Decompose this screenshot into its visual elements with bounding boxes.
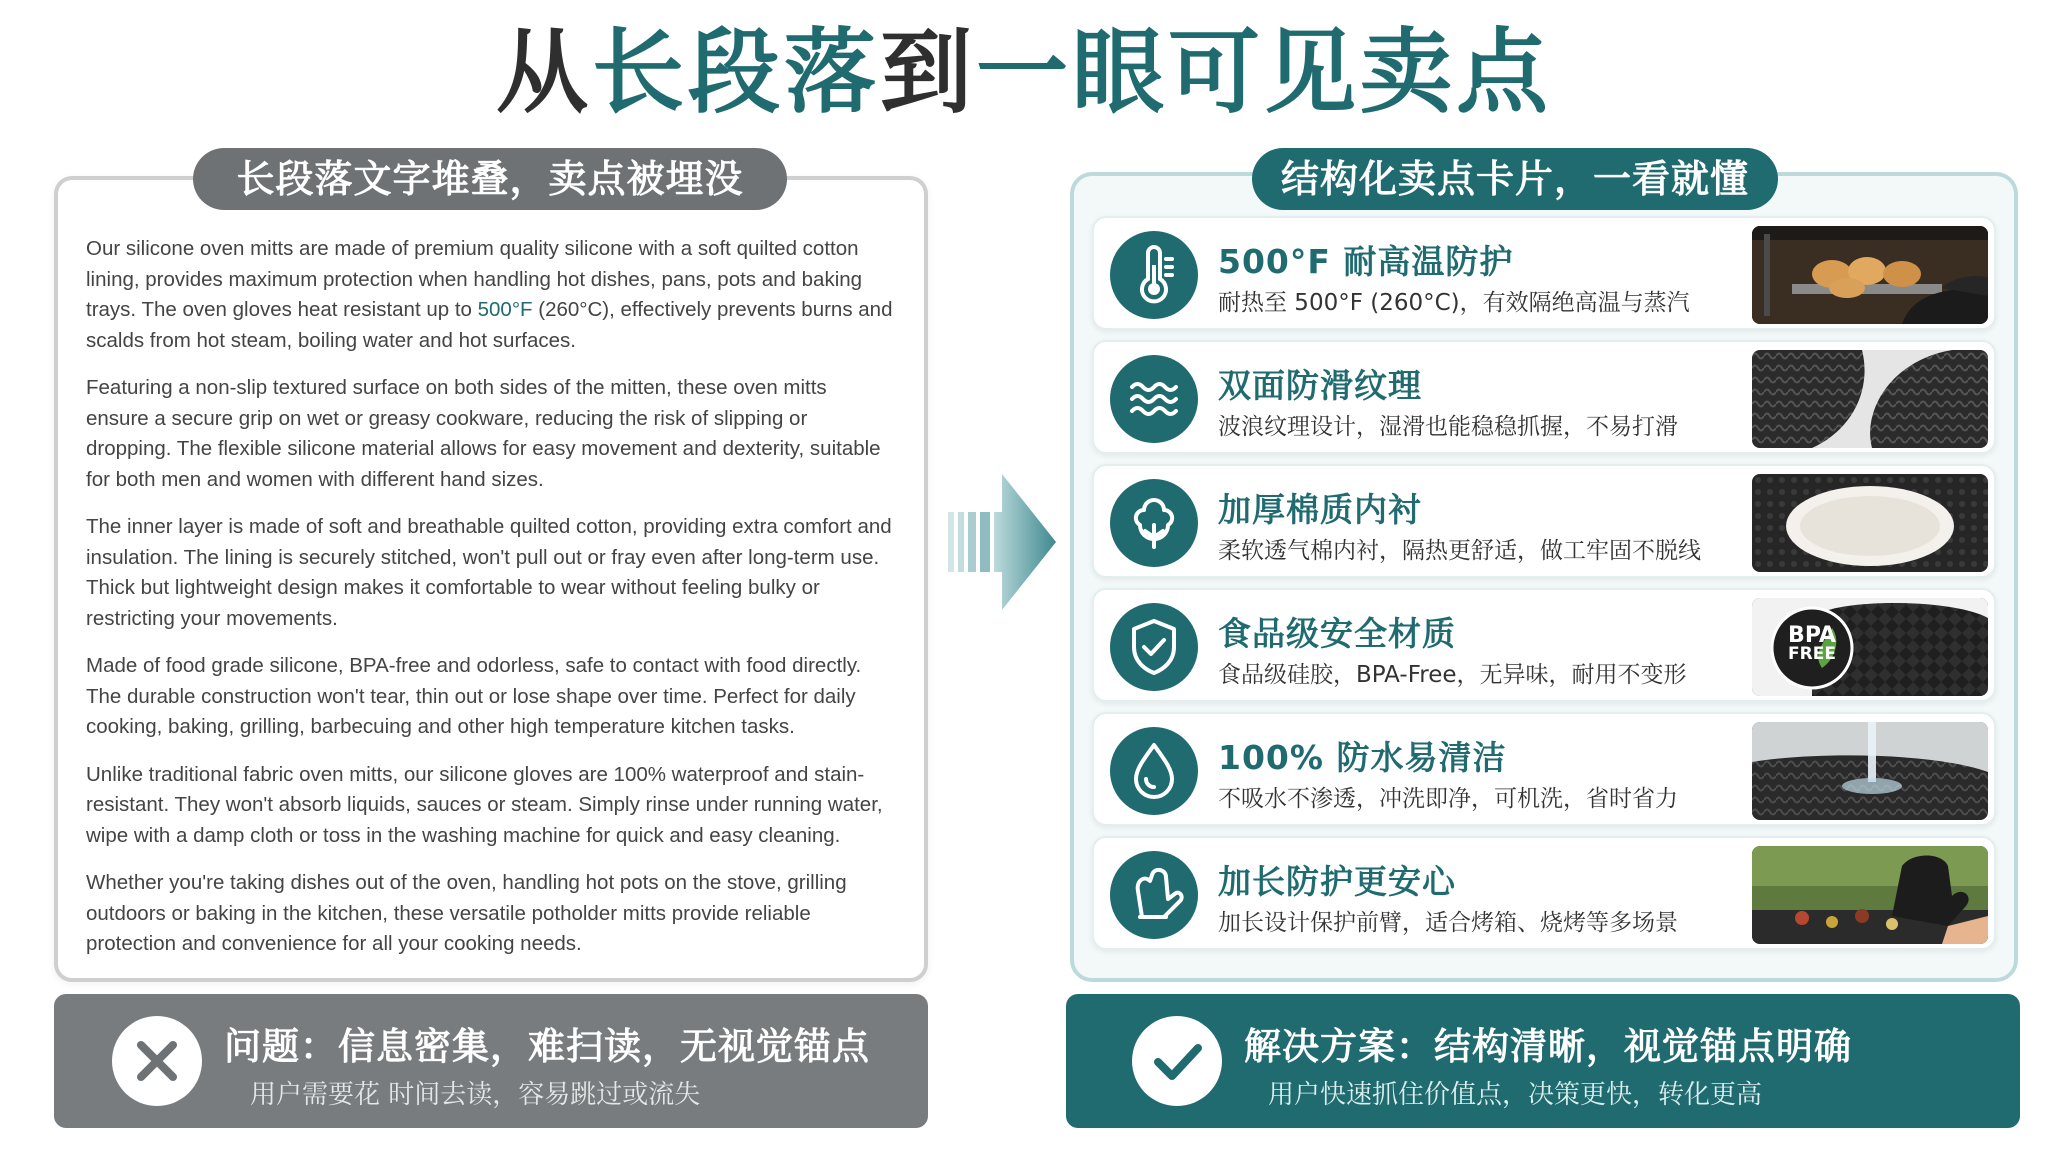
highlight-500f: 500°F <box>477 298 533 321</box>
textured-silicone-photo <box>1752 350 1988 448</box>
card-desc: 耐热至 500°F (260°C)，有效隔绝高温与蒸汽 <box>1218 290 1690 316</box>
card-title: 食品级安全材质 <box>1218 614 1456 653</box>
oven-mitt-icon <box>1110 851 1198 939</box>
card-title: 100% 防水易清洁 <box>1218 738 1507 777</box>
paragraph-5: Unlike traditional fabric oven mitts, our silicone gloves are 100% waterproof and stain-resistant. They won't absorb liquids, sauces or steam. Simply rinse under running water, wipe with a damp cloth or toss in the washing machine for quick and easy cleaning. <box>86 762 883 847</box>
paragraph-2: Featuring a non-slip textured surface on both sides of the mitten, these oven mitts ensure a secure grip on wet or greasy cookware, reducing the risk of slipping or dropping. The flexible silicone material allows for easy movement and dexterity, suitable for both men and women with different hand sizes. <box>86 376 881 491</box>
feature-card-non-slip <box>1092 340 1996 454</box>
card-desc: 食品级硅胶，BPA-Free，无异味，耐用不变形 <box>1218 662 1687 688</box>
rinsing-water-photo <box>1752 722 1988 820</box>
paragraph-1: Our silicone oven mitts are made of premium quality silicone with a soft quilted cotton lining, provides maximum protection when handling hot dishes, pans, pots and baking trays. The oven gloves heat resistant up to 500°F (260°C), effectively prevents burns and scalds from hot steam, boiling water and hot surfaces. <box>86 237 893 352</box>
left-panel-header: 长段落文字堆叠，卖点被埋没 <box>193 148 787 210</box>
feature-card-food-grade <box>1092 588 1996 702</box>
water-drop-icon <box>1110 727 1198 815</box>
problem-subtitle: 用户需要花 时间去读，容易跳过或流失 <box>250 1080 701 1110</box>
waves-icon <box>1110 355 1198 443</box>
card-desc: 柔软透气棉内衬，隔热更舒适，做工牢固不脱线 <box>1218 538 1701 564</box>
long-paragraph-text <box>86 234 894 977</box>
bbq-grilling-photo <box>1752 846 1988 944</box>
cotton-icon <box>1110 479 1198 567</box>
card-desc: 加长设计保护前臂，适合烤箱、烧烤等多场景 <box>1218 910 1678 936</box>
problem-title: 问题：信息密集，难扫读，无视觉锚点 <box>224 1025 870 1068</box>
shield-check-icon <box>1110 603 1198 691</box>
checkmark-icon <box>1132 1016 1222 1106</box>
solution-title: 解决方案：结构清晰，视觉锚点明确 <box>1244 1025 1852 1068</box>
feature-card-cotton-lining <box>1092 464 1996 578</box>
paragraph-3: The inner layer is made of soft and breathable quilted cotton, providing extra comfort and insulation. The lining is securely stitched, won't pull out or fray even after long-term use. Thick but lightweight design makes it comfortable to wear without feeling bulky or restricting your movements. <box>86 515 892 630</box>
title-part-2: 长段落 <box>591 19 880 126</box>
oven-baking-photo <box>1752 226 1988 324</box>
page-title <box>0 18 2048 128</box>
cotton-lining-photo <box>1752 474 1988 572</box>
feature-card-heat-resistance <box>1092 216 1996 330</box>
close-icon <box>112 1016 202 1106</box>
card-title: 加厚棉质内衬 <box>1218 490 1422 529</box>
right-panel-header: 结构化卖点卡片，一看就懂 <box>1252 148 1778 210</box>
title-part-4: 一眼可见卖点 <box>976 19 1553 126</box>
paragraph-6: Whether you're taking dishes out of the oven, handling hot pots on the stove, grilling outdoors or baking in the kitchen, these versatile potholder mitts provide reliable protection and convenience for all your cooking needs. <box>86 871 847 955</box>
problem-bar <box>54 994 928 1128</box>
card-title: 加长防护更安心 <box>1218 862 1456 901</box>
paragraph-4: Made of food grade silicone, BPA-free and odorless, safe to contact with food directly. The durable construction won't tear, thin out or lose shape over time. Perfect for daily cooking, baking, grilling, barbecuing and other high temperature kitchen tasks. <box>86 654 862 738</box>
feature-card-extended-protection <box>1092 836 1996 950</box>
title-part-1: 从 <box>495 19 592 126</box>
feature-card-waterproof <box>1092 712 1996 826</box>
title-part-3: 到 <box>880 19 977 126</box>
transform-arrow-icon <box>944 474 1056 610</box>
card-desc: 波浪纹理设计，湿滑也能稳稳抓握，不易打滑 <box>1218 414 1678 440</box>
card-title: 双面防滑纹理 <box>1218 366 1422 405</box>
solution-bar <box>1066 994 2020 1128</box>
card-title: 500°F 耐高温防护 <box>1218 242 1514 281</box>
bpa-free-badge: BPA FREE <box>1788 623 1836 664</box>
bpa-free-photo <box>1752 598 1988 696</box>
card-desc: 不吸水不渗透，冲洗即净，可机洗，省时省力 <box>1218 786 1678 812</box>
solution-subtitle: 用户快速抓住价值点，决策更快，转化更高 <box>1268 1080 1763 1110</box>
thermometer-icon <box>1110 231 1198 319</box>
